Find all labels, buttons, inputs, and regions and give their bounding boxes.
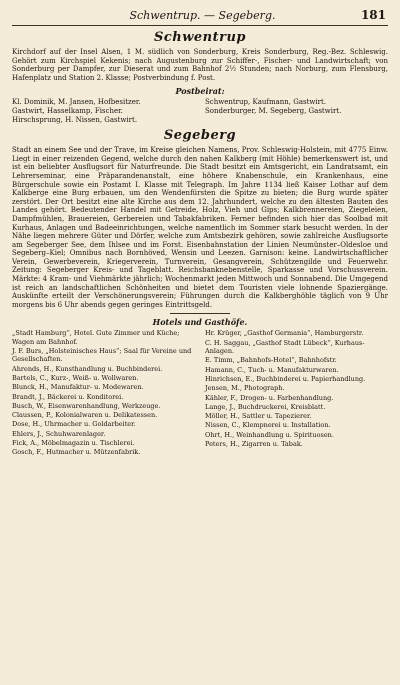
running-head-title: Schwentrup. — Segeberg. (129, 9, 276, 22)
listing-item: Hr. Krüger, „Gasthof Germania“, Hamburgerstr. (205, 329, 364, 338)
schwentrup-officials-heading: Postbeirat: (175, 86, 225, 97)
section-title-schwentrup: Schwentrup (153, 30, 247, 45)
official-item: Hirschsprung, H. Nissen, Gastwirt. (12, 115, 138, 124)
listing-item: Ahrends, H., Kunsthandlung u. Buchbinderei. (12, 364, 163, 373)
schwentrup-body: Kirchdorf auf der Insel Alsen, 1 M. südlich von Sonderburg, Kreis Sonderburg, Reg.-Bez. Schleswig. Gehört zum Kirchspiel Kekenis; nach Augustenburg zur Schiffer-, Fischer- und Landwirtschaft; von Sonderburg per Dampfer, zur Dieserat und zum Bahnhof 2½ Stunden; nach Norburg, zum Flensburg, Hafenplatz und Station 2. Klasse; Postverbindung f. Post. (12, 48, 388, 82)
official-item: Schwentrup, Kaufmann, Gastwirt. (205, 98, 327, 107)
listing-item: Dose, H., Uhrmacher u. Goldarbeiter. (12, 420, 136, 429)
running-head (12, 8, 388, 26)
divider (170, 313, 230, 314)
listing-item: Busch, W., Eisenwarenhandlung, Werkzeuge. (12, 401, 161, 410)
listing-item: Lange, J., Buchdruckerei, Kreisblatt. (205, 402, 326, 411)
listing-left (12, 329, 195, 457)
listing-item: Gosch, F., Hutmacher u. Mützenfabrik. (12, 448, 141, 457)
listing-item: J. F. Burs, „Holsteinisches Haus“; Saal für Vereine und Gesellschaften. (12, 347, 192, 364)
section-title-segeberg: Segeberg (163, 128, 237, 144)
listing-item: Claussen, P., Kolonialwaren u. Delikatessen. (12, 411, 158, 420)
listing-item: Nissen, C., Klempnerei u. Installation. (205, 421, 331, 430)
listing-item: Jensen, M., Photograph. (205, 384, 285, 393)
page-number: 181 (360, 8, 386, 22)
listing-item: Möller, H., Sattler u. Tapezierer. (205, 412, 312, 421)
listing-item: Peters, H., Zigarren u. Tabak. (205, 440, 303, 448)
listing-item: Hamann, C., Tuch- u. Manufakturwaren. (205, 365, 339, 374)
listing-item: Blunck, H., Manufaktur- u. Modewaren. (12, 383, 144, 392)
listing-item: Kähler, F., Drogen- u. Farbenhandlung. (205, 393, 334, 402)
listing-item: E. Timm, „Bahnhofs-Hotel“, Bahnhofstr. (205, 356, 337, 365)
schwentrup-officials (12, 98, 388, 124)
segeberg-body: Stadt an einem See und der Trave, im Kreise gleichen Namens, Prov. Schleswig-Holstein, mit 4775 Einw. Liegt in einer reizenden Gegend, welche durch den nahen Kalkberg (mit Höhle) bemerkenswert ist, und ist ein beliebter Ausflugsort für Naturfreunde. Die Stadt besitzt ein Amtsgericht, ein Landratsamt, ein Lehrerseminar, eine Präparandenanstalt, eine höhere Knabenschule, ein Krankenhaus, eine Bürgerschule sowie ein Postamt I. Klasse mit Telegraph. Im Jahre 1134 ließ Kaiser Lothar auf dem Kalkberge eine Burg erbauen, um den Wendenfürsten die Spitze zu bieten; die Burg wurde später zerstört. Der Ort besitzt eine alte Kirche aus dem 12. Jahrhundert, welche zu den ältesten Bauten des Landes gehört. Bedeutender Handel mit Getreide, Holz, Vieh und Gips; Kalkbrennereien, Ziegeleien, Dampfmühlen, Brauereien, Gerbereien und Tabakfabriken. Ferner befinden sich hier das Soolbad mit Kurhaus, Anlagen und Badeeinrichtungen, welche namentlich im Sommer stark besucht werden. In der Nähe liegen mehrere Güter und Dörfer, welche zum Amtsbezirk gehören, sowie zahlreiche Ausflugsorte am Segeberger See, dem Ihlsee und im Forst. Eisenbahnstation der Linien Neumünster–Oldesloe und Segeberg–Kiel; Omnibus nach Bornhöved, Wensin und Leezen. Garnison: keine. Landwirtschaftlicher Verein, Gewerbeverein, Kriegerverein, Turnverein, Gesangverein, Schützengilde und Feuerwehr. Zeitung: Segeberger Kreis- und Tageblatt. Reichsbanknebenstelle, Sparkasse und Vorschussverein. Märkte: 4 Kram- und Viehmärkte jährlich; Wochenmarkt jeden Mittwoch und Sonnabend. Die Umgegend ist reich an landschaftlichen Schönheiten und bietet dem Touristen viele lohnende Spaziergänge. Auskünfte erteilt der Verschönerungsverein; Führungen durch die Kalkberghöhle täglich von 9 Uhr morgens bis 6 Uhr abends gegen geringes Eintrittsgeld. (12, 146, 388, 309)
listing-item: Ohrt, H., Weinhandlung u. Spirituosen. (205, 430, 334, 439)
official-item (205, 116, 388, 125)
listing-item: C. H. Saggau, „Gasthof Stadt Lübeck“, Kurhaus-Anlagen. (205, 338, 365, 356)
listing-right (205, 329, 388, 457)
official-item: Gastwirt, Hasselkamp, Fischer. (12, 106, 123, 115)
listing-item: Hinrichsen, E., Buchbinderei u. Papierhandlung. (205, 374, 366, 383)
listing-item: Brandt, J., Bäckerei u. Konditorei. (12, 392, 124, 401)
official-item: Kl. Dominik, M. Jansen, Hofbesitzer. (12, 98, 141, 107)
hotels-heading: Hotels und Gasthöfe. (152, 317, 248, 328)
listing-item: Bartels, C., Kurz-, Weiß- u. Wollwaren. (12, 373, 139, 382)
listing-item: Fick, A., Möbelmagazin u. Tischlerei. (12, 439, 135, 447)
listing-item: „Stadt Hamburg“, Hotel. Gute Zimmer und Küche; Wagen am Bahnhof. (12, 329, 180, 346)
official-item: Sonderburger, M. Segeberg, Gastwirt. (205, 106, 342, 115)
business-listings (12, 329, 388, 458)
listing-item: Ehlers, J., Schuhwarenlager. (12, 429, 106, 438)
